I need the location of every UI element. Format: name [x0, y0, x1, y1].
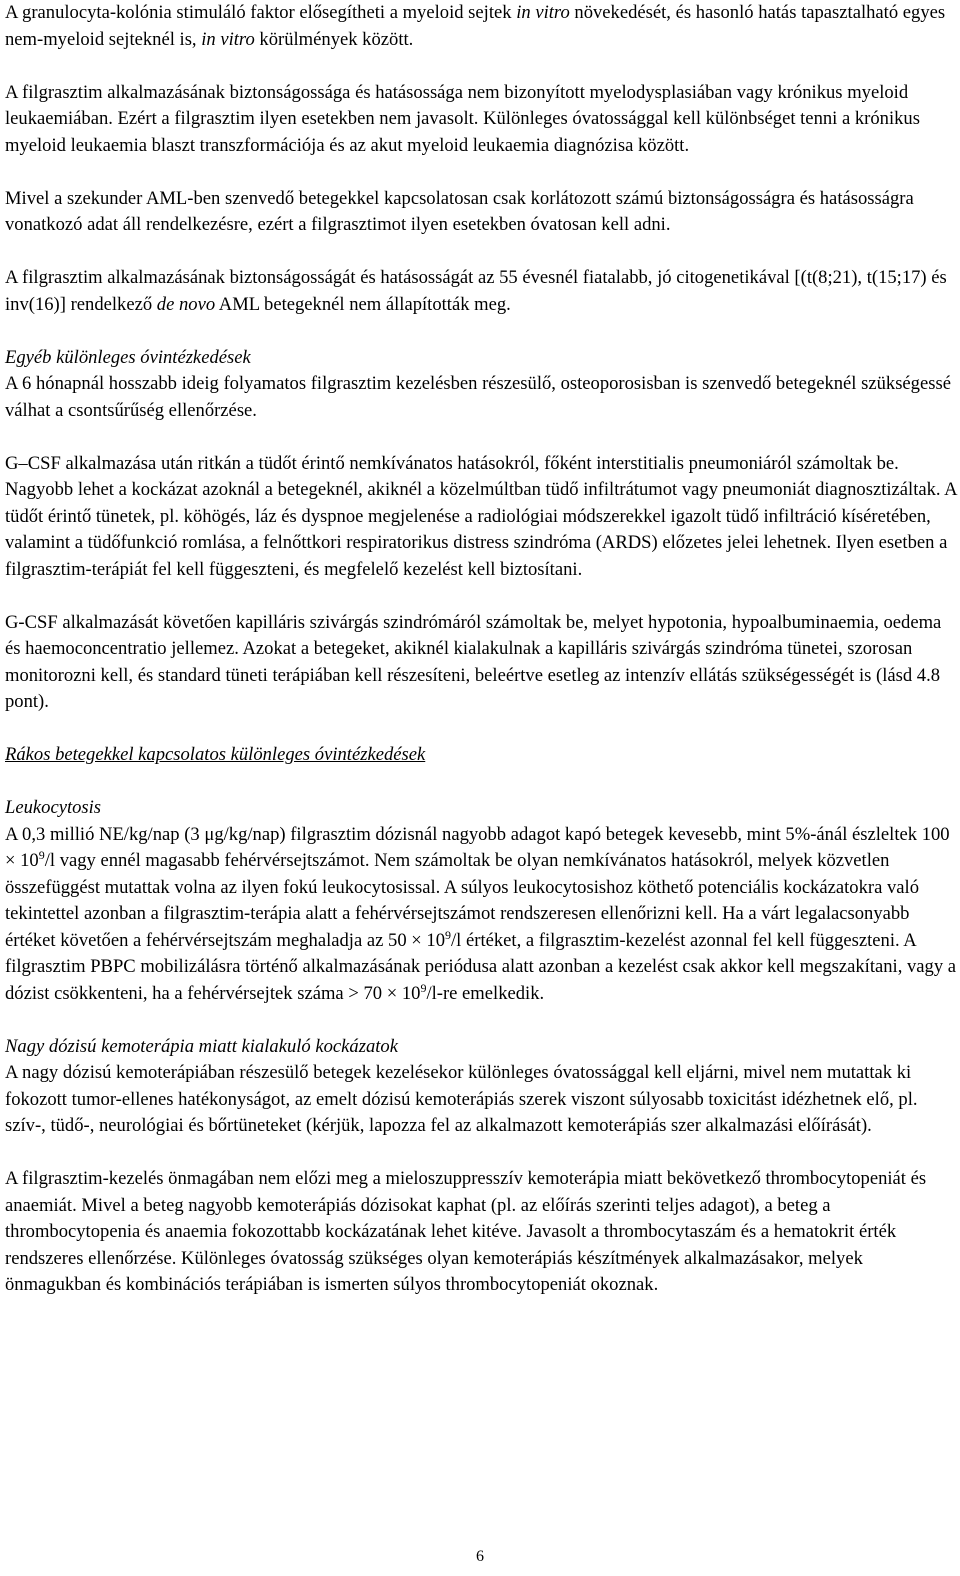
paragraph-high-dose-chemo: A nagy dózisú kemoterápiában részesülő betegek kezelésekor különleges óvatossággal kell eljárni, mivel nem mutattak ki fokozott tumor-ellenes hatékonyságot, az emelt dózisú kemoterápiás szerek viszont súlyosabb toxicitást idézhetnek elő, pl. szív-, tüdő-, neurológiai és bőrtüneteket (kérjük, lapozza fel az alkalmazott kemoterápiás szer alkalmazási előírását). — [5, 1062, 918, 1136]
heading-cancer-patients: Rákos betegekkel kapcsolatos különleges óvintézkedések — [5, 744, 426, 765]
text-run: A 0,3 millió NE/kg/nap (3 μg/kg/nap) filgrasztim dózisnál nagyobb adagot kapó betegek kevesebb, mint 5%-ánál észleltek 100 × 10 — [5, 823, 950, 871]
text-run: /l értéket, a filgrasztim-kezelést azonnal fel kell függeszteni. A filgrasztim PBPC mobilizálásra történő alkalmazásának periódusa alatt azonban a kezelést csak akkor kell megszakítani, vagy a dózist csökkenteni, ha a fehérvérsejtek száma > 70 × 10 — [5, 929, 957, 1004]
document-page — [5, 0, 957, 1299]
text-run: A granulocyta-kolónia stimuláló faktor elősegítheti a myeloid sejtek — [5, 2, 517, 23]
paragraph-capillary-leak: G-CSF alkalmazását követően kapilláris szivárgás szindrómáról számoltak be, melyet hypotonia, hypoalbuminaemia, oedema és haemoconcentratio jellemez. Azokat a betegeket, akiknél kialakulnak a kapilláris szivárgás szindróma tünetei, szorosan monitorozni kell, és standard tüneti terápiában kell részesíteni, beleértve esetleg az intenzív ellátás szükségességét is (lásd 4.8 pont). — [5, 611, 942, 712]
paragraph-osteoporosis: A 6 hónapnál hosszabb ideig folyamatos filgrasztim kezelésben részesülő, osteoporosisban is szenvedő betegeknél szükségessé válhat a csontsűrűség ellenőrzése. — [5, 373, 951, 421]
text-run: A filgrasztim alkalmazásának biztonságosságát és hatásosságát az 55 évesnél fiatalabb, jó citogenetikával [(t(8;21), t(15;17) és inv(16)] rendelkező — [5, 267, 947, 315]
superscript: 9 — [445, 927, 452, 942]
text-run: körülmények között. — [254, 28, 414, 50]
paragraph-thrombocytopenia: A filgrasztim-kezelés önmagában nem előzi meg a mieloszuppresszív kemoterápia miatt bekövetkező thrombocytopeniát és anaemiát. Mivel a beteg nagyobb kemoterápiás dózisokat kaphat (pl. az előírás szerinti teljes adagot), a beteg a thrombocytopenia és anaemia fokozottabb kockázatának lehet kitéve. Javasolt a thrombocytaszám és a hematokrit érték rendszeres ellenőrzése. Különleges óvatosság szükséges olyan kemoterápiás készítmények alkalmazásakor, melyek önmagukban és kombinációs terápiában is ismerten súlyos thrombocytopeniát okoznak. — [5, 1168, 927, 1295]
page-number: 6 — [476, 1548, 484, 1565]
text-run: /l vagy ennél magasabb fehérvérsejtszámot. Nem számoltak be olyan nemkívánatos hatásokról, melyek közvetlen összefüggést mutattak volna az ilyen fokú leukocytosissal. A súlyos leukocytosishoz köthető potenciális kockázatokra való tekintettel azonban a filgrasztim-terápia alatt a fehérvérsejtszámot rendszeresen ellenőrizni kell. Ha a várt legalacsonyabb értéket követően a fehérvérsejtszám meghaladja az 50 × 10 — [5, 850, 919, 951]
text-run: növekedését, és hasonló hatás tapasztalható egyes nem-myeloid sejteknél is, — [5, 2, 946, 50]
italic-term: in vitro — [201, 28, 255, 50]
superscript: 9 — [38, 847, 45, 862]
paragraph-leukocytosis — [5, 822, 957, 1008]
heading-other-precautions: Egyéb különleges óvintézkedések — [5, 346, 251, 368]
paragraph-de-novo-aml — [5, 265, 957, 318]
heading-high-dose-risks: Nagy dózisú kemoterápia miatt kialakuló kockázatok — [5, 1035, 398, 1057]
paragraph-pulmonary-effects: G–CSF alkalmazása után ritkán a tüdőt érintő nemkívánatos hatásokról, főként interstitialis pneumoniáról számoltak be. Nagyobb lehet a kockázat azoknál a betegeknél, akiknél a közelmúltban tüdő infiltrátumot vagy pneumoniát diagnosztizáltak. A tüdőt érintő tünetek, pl. köhögés, láz és dyspnoe megjelenése a radiológiai módszerekkel igazolt tüdő infiltráció kíséretében, valamint a tüdőfunkció romlása, a felnőttkori respiratorikus distress szindróma (ARDS) előzetes jelei lehetnek. Ilyen esetben a filgrasztim-terápiát fel kell függeszteni, és megfelelő kezelést kell biztosítani. — [5, 452, 957, 580]
italic-term: in vitro — [516, 2, 570, 23]
paragraph-myelodysplasia: A filgrasztim alkalmazásának biztonságossága és hatásossága nem bizonyított myelodysplasiában vagy krónikus myeloid leukaemiában. Ezért a filgrasztim ilyen esetekben nem javasolt. Különleges óvatossággal kell különbséget tenni a krónikus myeloid leukaemia blaszt transzformációja és az akut myeloid leukaemia diagnózisa között. — [5, 81, 920, 156]
paragraph-secondary-aml: Mivel a szekunder AML-ben szenvedő betegekkel kapcsolatosan csak korlátozott számú biztonságosságra és hatásosságra vonatkozó adat áll rendelkezésre, ezért a filgrasztimot ilyen esetekben óvatosan kell adni. — [5, 187, 914, 235]
text-run: AML betegeknél nem állapították meg. — [215, 293, 511, 315]
superscript: 9 — [420, 980, 427, 995]
text-run: /l-re emelkedik. — [426, 982, 545, 1004]
paragraph-in-vitro — [5, 0, 957, 53]
italic-term: de novo — [156, 293, 216, 315]
heading-leukocytosis: Leukocytosis — [5, 797, 102, 818]
